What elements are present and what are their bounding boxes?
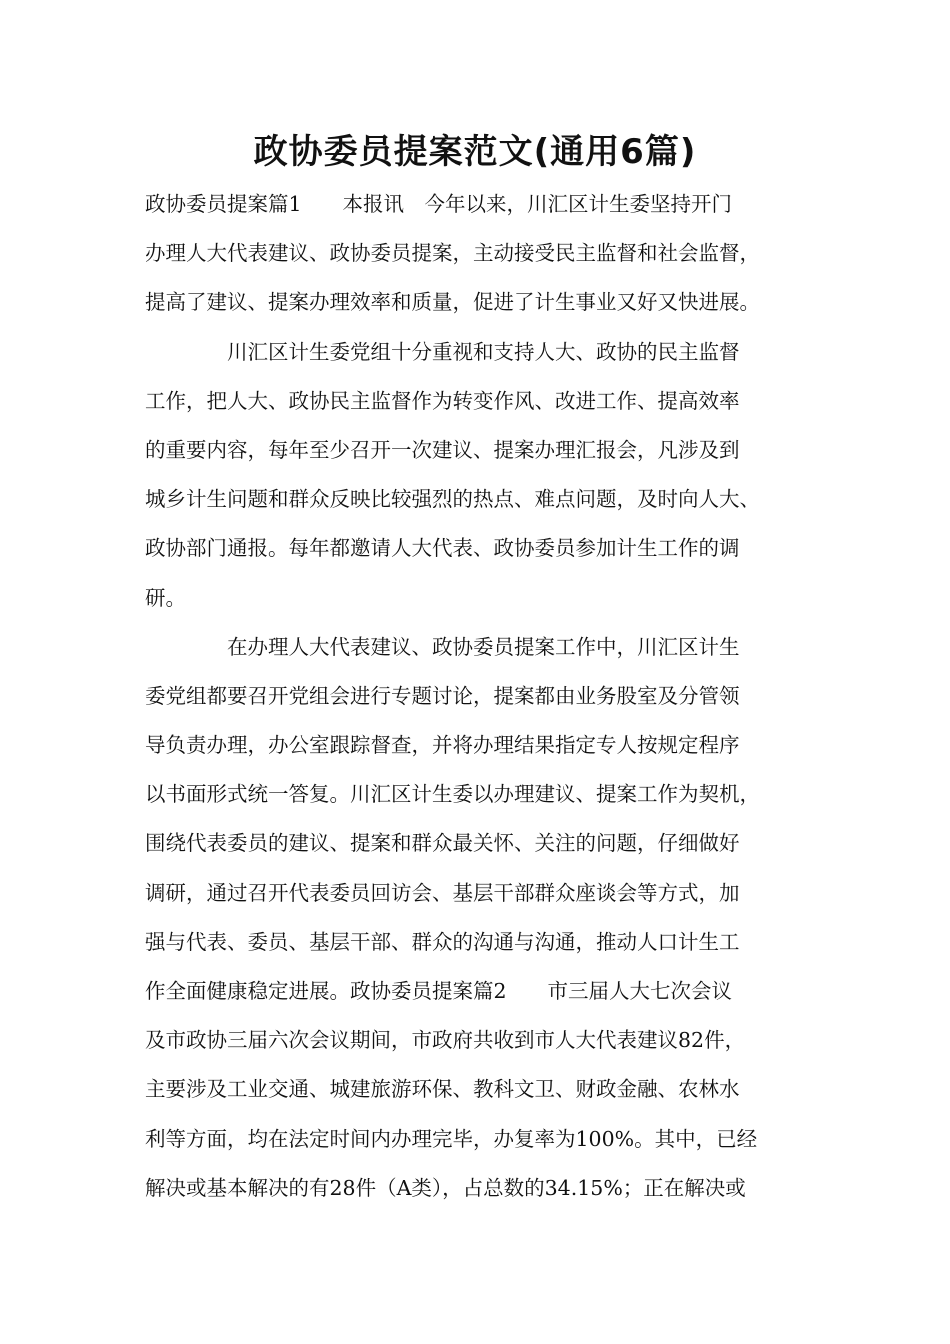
body-line: 及市政协三届六次会议期间，市政府共收到市人大代表建议82件， — [145, 1028, 746, 1053]
body-line: 作全面健康稳定进展。政协委员提案篇2 市三届人大七次会议 — [145, 979, 733, 1003]
body-line: 委党组都要召开党组会进行专题讨论，提案都由业务股室及分管领 — [145, 683, 740, 708]
body-line: 城乡计生问题和群众反映比较强烈的热点、难点问题，及时向人大、 — [145, 487, 760, 512]
body-line: 利等方面，均在法定时间内办理完毕，办复率为100%。其中，已经 — [145, 1126, 758, 1151]
body-line: 主要涉及工业交通、城建旅游环保、教科文卫、财政金融、农林水 — [145, 1077, 740, 1102]
body-line: 以书面形式统一答复。川汇区计生委以办理建议、提案工作为契机， — [145, 782, 760, 807]
body-line: 调研，通过召开代表委员回访会、基层干部群众座谈会等方式，加 — [145, 880, 740, 905]
body-line: 围绕代表委员的建议、提案和群众最关怀、关注的问题，仔细做好 — [145, 831, 740, 856]
body-line: 川汇区计生委党组十分重视和支持人大、政协的民主监督 — [145, 339, 740, 364]
body-line: 办理人大代表建议、政协委员提案，主动接受民主监督和社会监督， — [145, 241, 760, 266]
body-line: 工作，把人大、政协民主监督作为转变作风、改进工作、提高效率 — [145, 388, 740, 413]
body-line: 的重要内容，每年至少召开一次建议、提案办理汇报会，凡涉及到 — [145, 437, 740, 462]
body-line: 导负责办理，办公室跟踪督查，并将办理结果指定专人按规定程序 — [145, 733, 740, 758]
body-line: 在办理人大代表建议、政协委员提案工作中，川汇区计生 — [145, 634, 740, 659]
body-line: 强与代表、委员、基层干部、群众的沟通与沟通，推动人口计生工 — [145, 929, 740, 954]
body-line: 政协部门通报。每年都邀请人大代表、政协委员参加计生工作的调 — [145, 536, 740, 561]
body-line: 研。 — [145, 585, 186, 610]
body-line: 提高了建议、提案办理效率和质量，促进了计生事业又好又快进展。 — [145, 290, 760, 315]
document-title: 政协委员提案范文(通用6篇) — [253, 132, 697, 172]
body-line: 解决或基本解决的有28件（A类），占总数的34.15%；正在解决或 — [145, 1175, 746, 1200]
body-line: 政协委员提案篇1 本报讯 今年以来，川汇区计生委坚持开门 — [145, 192, 733, 216]
document-body — [145, 180, 825, 1213]
